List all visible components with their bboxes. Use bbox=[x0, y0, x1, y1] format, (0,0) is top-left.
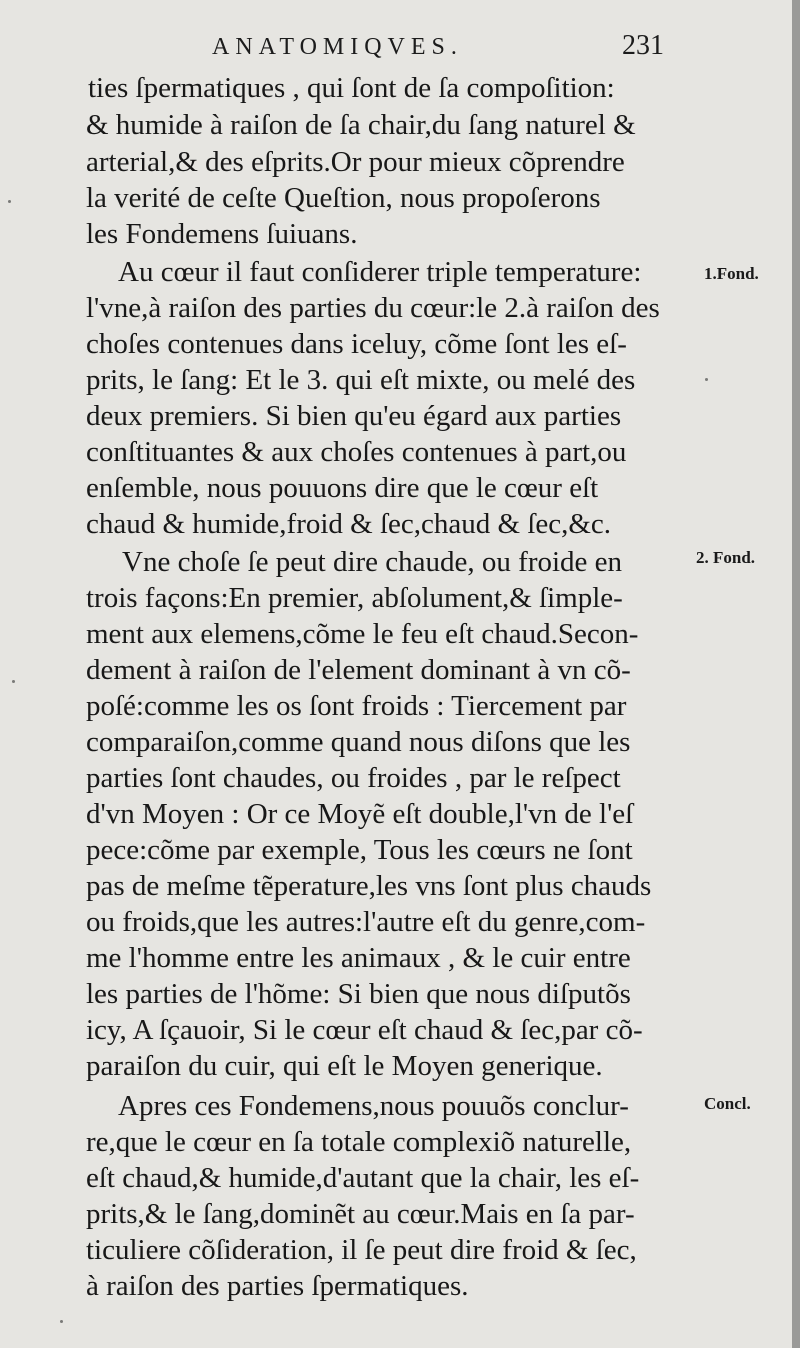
text-line: arterial,& des eſprits.Or pour mieux cõprendre bbox=[86, 146, 625, 178]
text-line: la verité de ceſte Queſtion, nous propoſerons bbox=[86, 182, 601, 214]
text-line: d'vn Moyen : Or ce Moyẽ eſt double,l'vn de l'eſ bbox=[86, 798, 634, 830]
text-line: les Fondemens ſuiuans. bbox=[86, 218, 358, 250]
text-line: Vne choſe ſe peut dire chaude, ou froide en bbox=[122, 546, 623, 578]
text-line: prits, le ſang: Et le 3. qui eſt mixte, ou melé des bbox=[86, 364, 636, 396]
text-line: deux premiers. Si bien qu'eu égard aux parties bbox=[86, 400, 622, 432]
text-line: les parties de l'hõme: Si bien que nous diſputõs bbox=[86, 978, 631, 1010]
margin-note-fond-2: 2. Fond. bbox=[696, 548, 756, 567]
paper-speck bbox=[8, 200, 11, 203]
text-line: ment aux elemens,cõme le feu eſt chaud.Secon- bbox=[86, 618, 639, 650]
text-line: ou froids,que les autres:l'autre eſt du genre,com- bbox=[86, 906, 646, 938]
paper-speck bbox=[705, 378, 708, 381]
page-number: 231 bbox=[622, 30, 664, 61]
text-line: Apres ces Fondemens,nous pouuõs conclur- bbox=[118, 1090, 629, 1122]
text-line: chaud & humide,froid & ſec,chaud & ſec,&c. bbox=[86, 508, 612, 540]
margin-note-fond-1: 1.Fond. bbox=[704, 264, 759, 283]
text-line: re,que le cœur en ſa totale complexiõ naturelle, bbox=[86, 1126, 632, 1158]
text-line: ties ſpermatiques , qui ſont de ſa compoſition: bbox=[88, 72, 615, 104]
text-line: enſemble, nous pouuons dire que le cœur eſt bbox=[86, 472, 599, 504]
text-line: prits,& le ſang,dominẽt au cœur.Mais en ſa par- bbox=[86, 1198, 635, 1230]
text-line: paraiſon du cuir, qui eſt le Moyen generique. bbox=[86, 1050, 603, 1082]
text-line: à raiſon des parties ſpermatiques. bbox=[86, 1270, 469, 1302]
text-line: dement à raiſon de l'element dominant à vn cõ- bbox=[86, 654, 631, 686]
text-line: conſtituantes & aux choſes contenues à part,ou bbox=[86, 436, 627, 468]
text-line: poſé:comme les os ſont froids : Tiercement par bbox=[86, 690, 627, 722]
running-title: ANATOMIQVES. bbox=[212, 34, 463, 60]
text-line: Au cœur il faut conſiderer triple temperature: bbox=[118, 256, 642, 288]
text-line: pas de meſme tẽperature,les vns ſont plus chauds bbox=[86, 870, 652, 902]
text-line: & humide à raiſon de ſa chair,du ſang naturel & bbox=[86, 109, 636, 141]
text-line: me l'homme entre les animaux , & le cuir entre bbox=[86, 942, 631, 974]
text-line: l'vne,à raiſon des parties du cœur:le 2.à raiſon des bbox=[86, 292, 660, 324]
paper-speck bbox=[60, 1320, 63, 1323]
text-line: pece:cõme par exemple, Tous les cœurs ne ſont bbox=[86, 834, 633, 866]
text-line: parties ſont chaudes, ou froides , par le reſpect bbox=[86, 762, 621, 794]
text-line: icy, A ſçauoir, Si le cœur eſt chaud & ſec,par cõ- bbox=[86, 1014, 643, 1046]
text-line: trois façons:En premier, abſolument,& ſimple- bbox=[86, 582, 623, 614]
paper-speck bbox=[12, 680, 15, 683]
text-line: ticuliere cõſideration, il ſe peut dire froid & ſec, bbox=[86, 1234, 637, 1266]
text-line: eſt chaud,& humide,d'autant que la chair, les eſ- bbox=[86, 1162, 640, 1194]
text-line: comparaiſon,comme quand nous diſons que les bbox=[86, 726, 631, 758]
text-line: choſes contenues dans iceluy, cõme ſont les eſ- bbox=[86, 328, 627, 360]
margin-note-concl: Concl. bbox=[704, 1094, 751, 1113]
